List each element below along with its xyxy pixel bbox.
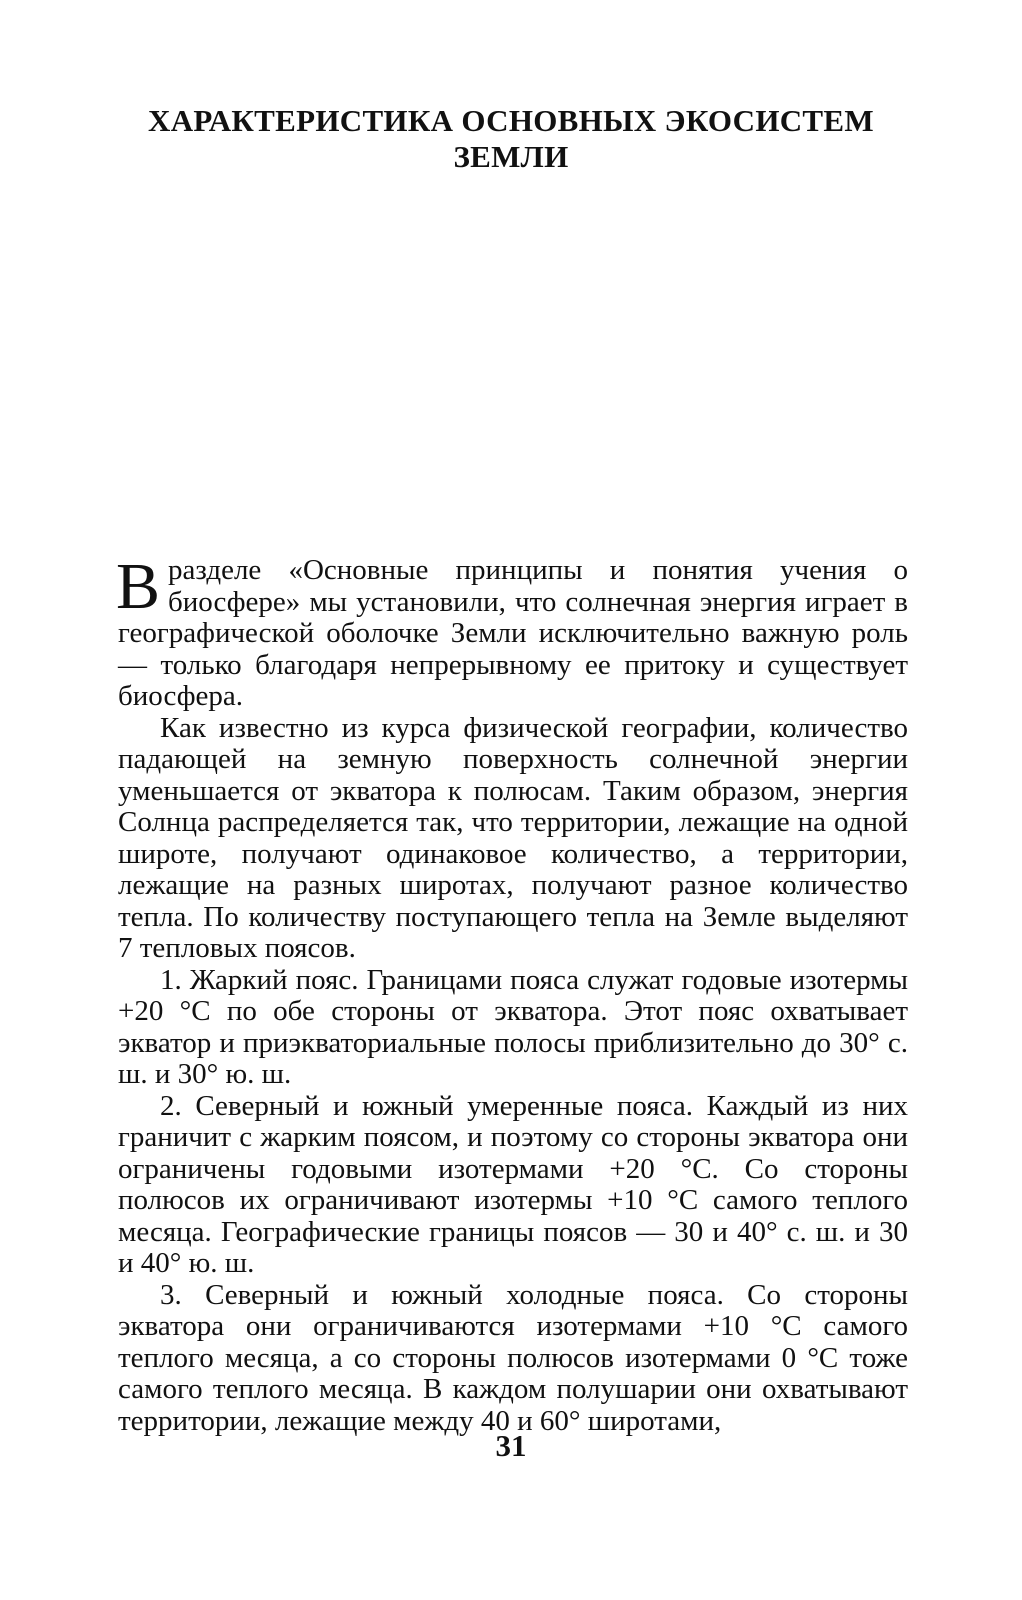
page-number: 31 (495, 1428, 527, 1463)
paragraph-cold-belts: 3. Северный и южный холодные пояса. Со стороны экватора они ограничиваются изотермами +10 °С самого теплого месяца, а со стороны полюсов изотермами 0 °С тоже самого теплого месяца. В каждом полушарии они охватывают территории, лежащие между 40 и 60° широтами, (118, 1278, 908, 1437)
paragraph-heat-belts: Как известно из курса физической географии, количество падающей на земную поверхность солнечной энергии уменьшается от экватора к полюсам. Таким образом, энергия Солнца распределяется так, что территории, лежащие на одной широте, получают одинаковое количество, а территории, лежащие на разных широтах, получают разное количество тепла. По количеству поступающего тепла на Земле выделяют 7 тепловых поясов. (118, 711, 908, 964)
page-title: ХАРАКТЕРИСТИКА ОСНОВНЫХ ЭКОСИСТЕМ ЗЕМЛИ (148, 103, 874, 174)
paragraph-hot-belt: 1. Жаркий пояс. Границами пояса служат годовые изотермы +20 °С по обе стороны от экватора. Этот пояс охватывает экватор и приэкваториальные полосы приблизительно до 30° с. ш. и 30° ю. ш. (118, 963, 908, 1090)
body-text (116, 550, 908, 1437)
drop-cap: В (116, 550, 161, 623)
paragraph-temperate-belts: 2. Северный и южный умеренные пояса. Каждый из них граничит с жарким поясом, и поэтому со стороны экватора они ограничены годовыми изотермами +20 °С. Со стороны полюсов их ограничивают изотермы +10 °С самого теплого месяца. Географические границы поясов — 30 и 40° с. ш. и 30 и 40° ю. ш. (118, 1089, 908, 1279)
paragraph-intro (116, 550, 908, 713)
paragraph-intro-text: разделе «Основные принципы и понятия учения о биосфере» мы установили, что солнечная энергия играет в географической оболочке Земли исключительно важную роль — только благодаря непрерывному ее притоку и существует биосфера. (118, 554, 908, 712)
